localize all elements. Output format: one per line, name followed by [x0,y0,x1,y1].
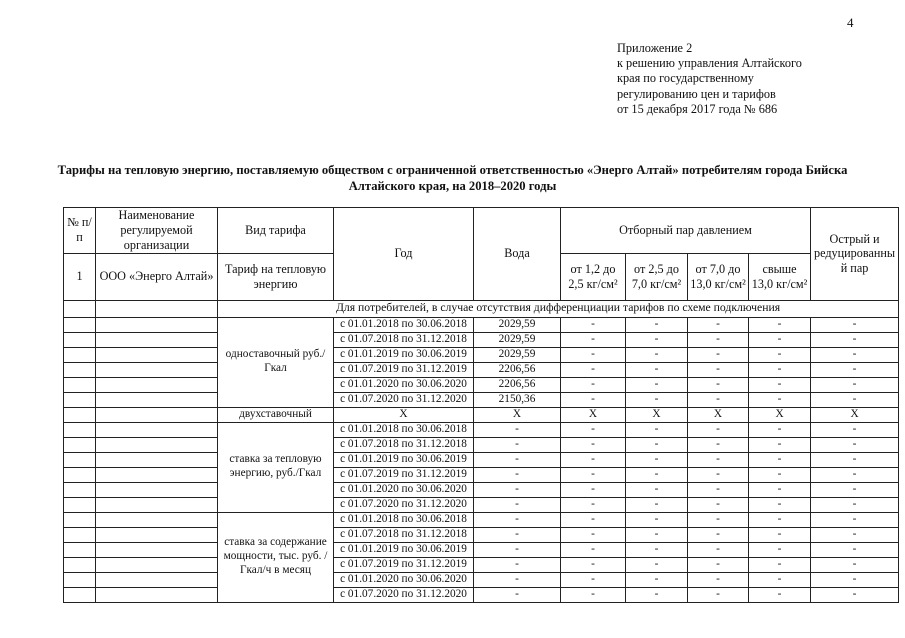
steam-cell: - [626,317,688,332]
steam-cell: - [688,347,749,362]
empty-cell [96,467,218,482]
empty-cell [64,332,96,347]
header-row-1 [64,208,899,254]
steam-cell: - [561,572,626,587]
water-cell: - [474,527,561,542]
period-cell: с 01.01.2020 по 30.06.2020 [334,377,474,392]
table-row [64,392,899,407]
steam-cell: - [688,557,749,572]
steam-cell: - [626,377,688,392]
tariff-label-cell: двухставочный [218,407,334,422]
empty-cell [96,392,218,407]
sharp-steam-cell: - [811,452,899,467]
table-row [64,512,899,527]
water-cell: 2029,59 [474,317,561,332]
steam-cell: - [561,527,626,542]
period-cell: с 01.01.2019 по 30.06.2019 [334,542,474,557]
table-row [64,572,899,587]
period-cell: с 01.07.2019 по 31.12.2019 [334,467,474,482]
steam-cell: - [561,587,626,602]
steam-cell: - [626,362,688,377]
table-row [64,557,899,572]
table-row [64,542,899,557]
sharp-steam-cell: - [811,587,899,602]
steam-cell: - [688,572,749,587]
empty-cell [96,482,218,497]
sharp-steam-cell: - [811,332,899,347]
water-cell: 2029,59 [474,332,561,347]
steam-cell: - [688,437,749,452]
empty-cell [96,362,218,377]
steam-cell: X [688,407,749,422]
steam-cell: - [749,497,811,512]
period-cell: с 01.01.2018 по 30.06.2018 [334,317,474,332]
empty-cell [96,542,218,557]
annex-line: к решению управления Алтайского [617,56,802,71]
header-year: Год [334,208,474,301]
period-cell: с 01.01.2019 по 30.06.2019 [334,347,474,362]
annex-line: края по государственному [617,71,754,86]
empty-cell [64,317,96,332]
table-row [64,377,899,392]
annex-line: Приложение 2 [617,41,693,55]
empty-cell [96,300,218,317]
water-cell: - [474,542,561,557]
water-cell: - [474,572,561,587]
steam-cell: - [749,572,811,587]
empty-cell [64,300,96,317]
empty-cell [64,542,96,557]
sharp-steam-cell: - [811,362,899,377]
steam-cell: - [626,452,688,467]
steam-cell: - [561,482,626,497]
period-cell: с 01.07.2018 по 31.12.2018 [334,527,474,542]
empty-cell [96,422,218,437]
sharp-steam-cell: - [811,527,899,542]
section-row [64,300,899,317]
steam-cell: - [626,497,688,512]
empty-cell [96,572,218,587]
empty-cell [64,347,96,362]
empty-cell [64,497,96,512]
steam-cell: - [626,542,688,557]
period-cell: с 01.07.2019 по 31.12.2019 [334,362,474,377]
empty-cell [64,527,96,542]
table-row [64,422,899,437]
steam-cell: - [688,587,749,602]
empty-cell [64,572,96,587]
empty-cell [64,452,96,467]
period-cell: с 01.07.2018 по 31.12.2018 [334,332,474,347]
steam-cell: - [749,452,811,467]
header-water: Вода [474,208,561,301]
sharp-steam-cell: - [811,557,899,572]
steam-cell: - [626,332,688,347]
empty-cell [64,407,96,422]
table-row [64,317,899,332]
sharp-steam-cell: - [811,497,899,512]
annex-reference [617,41,847,117]
water-cell: - [474,587,561,602]
steam-cell: - [561,362,626,377]
table-row [64,587,899,602]
steam-cell: - [688,362,749,377]
empty-cell [96,512,218,527]
steam-cell: - [688,482,749,497]
period-cell: X [334,407,474,422]
sharp-steam-cell: - [811,422,899,437]
steam-cell: - [626,437,688,452]
steam-cell: - [749,482,811,497]
steam-cell: - [626,527,688,542]
page-number: 4 [847,15,854,30]
steam-cell: - [749,527,811,542]
empty-cell [96,317,218,332]
water-cell: - [474,437,561,452]
water-cell: X [474,407,561,422]
steam-cell: - [626,512,688,527]
steam-cell: - [561,497,626,512]
steam-cell: X [749,407,811,422]
annex-line: от 15 декабря 2017 года № 686 [617,101,778,116]
tariff-label-cell: ставка за тепловую энергию, руб./Гкал [218,422,334,512]
period-cell: с 01.01.2018 по 30.06.2018 [334,422,474,437]
steam-cell: - [626,482,688,497]
water-cell: - [474,557,561,572]
table-row [64,347,899,362]
sharp-steam-cell: - [811,572,899,587]
steam-cell: - [749,557,811,572]
sharp-steam-cell: - [811,377,899,392]
empty-cell [64,467,96,482]
sharp-steam-cell: - [811,317,899,332]
header-num: № п/п [64,208,96,254]
steam-cell: - [749,587,811,602]
steam-cell: - [626,392,688,407]
period-cell: с 01.01.2020 по 30.06.2020 [334,572,474,587]
steam-cell: - [561,512,626,527]
steam-cell: - [561,392,626,407]
tariff-table [63,207,899,603]
steam-cell: - [561,317,626,332]
steam-cell: - [561,332,626,347]
table-row [64,332,899,347]
empty-cell [96,557,218,572]
period-cell: с 01.07.2018 по 31.12.2018 [334,437,474,452]
header-steam-col-2: от 2,5 до 7,0 кг/см² [626,253,688,300]
steam-cell: - [626,587,688,602]
empty-cell [64,377,96,392]
sharp-steam-cell: - [811,512,899,527]
sharp-steam-cell: - [811,392,899,407]
table-row [64,527,899,542]
steam-cell: - [688,377,749,392]
steam-cell: X [561,407,626,422]
steam-cell: - [688,467,749,482]
table-row [64,407,899,422]
org-row-num: 1 [64,253,96,300]
empty-cell [96,347,218,362]
water-cell: - [474,512,561,527]
steam-cell: - [749,437,811,452]
empty-cell [64,482,96,497]
steam-cell: - [688,542,749,557]
empty-cell [64,587,96,602]
empty-cell [96,497,218,512]
steam-cell: - [688,512,749,527]
steam-cell: - [688,392,749,407]
header-tariff-type: Вид тарифа [218,208,334,254]
steam-cell: - [749,362,811,377]
empty-cell [64,437,96,452]
period-cell: с 01.07.2020 по 31.12.2020 [334,587,474,602]
water-cell: - [474,482,561,497]
header-steam-col-4: свыше 13,0 кг/см² [749,253,811,300]
steam-cell: - [561,542,626,557]
empty-cell [64,512,96,527]
steam-cell: - [749,467,811,482]
steam-cell: - [561,467,626,482]
steam-cell: - [688,497,749,512]
tariff-label-cell: ставка за содержание мощности, тыс. руб. /Гкал/ч в месяц [218,512,334,602]
water-cell: - [474,422,561,437]
empty-cell [64,422,96,437]
steam-cell: - [561,452,626,467]
annex-line: регулированию цен и тарифов [617,86,776,101]
steam-cell: - [749,332,811,347]
steam-cell: - [749,422,811,437]
steam-cell: - [561,377,626,392]
steam-cell: - [688,422,749,437]
empty-cell [96,377,218,392]
steam-cell: - [688,332,749,347]
steam-cell: - [626,347,688,362]
steam-cell: - [561,557,626,572]
table-row [64,497,899,512]
steam-cell: X [626,407,688,422]
sharp-steam-cell: - [811,347,899,362]
steam-cell: - [626,467,688,482]
sharp-steam-cell: - [811,437,899,452]
steam-cell: - [688,527,749,542]
empty-cell [96,587,218,602]
header-steam-col-3: от 7,0 до 13,0 кг/см² [688,253,749,300]
header-sharp-steam: Острый и редуцированный пар [811,208,899,301]
header-steam-group: Отборный пар давлением [561,208,811,254]
steam-cell: - [749,347,811,362]
empty-cell [96,332,218,347]
sharp-steam-cell: X [811,407,899,422]
period-cell: с 01.01.2020 по 30.06.2020 [334,482,474,497]
water-cell: - [474,452,561,467]
org-row-name: ООО «Энерго Алтай» [96,253,218,300]
section-title: Для потребителей, в случае отсутствия дифференциации тарифов по схеме подключения [218,300,899,317]
sharp-steam-cell: - [811,542,899,557]
table-row [64,362,899,377]
period-cell: с 01.07.2020 по 31.12.2020 [334,497,474,512]
empty-cell [96,437,218,452]
water-cell: 2206,56 [474,362,561,377]
water-cell: - [474,497,561,512]
empty-cell [96,452,218,467]
steam-cell: - [561,347,626,362]
steam-cell: - [749,512,811,527]
water-cell: 2150,36 [474,392,561,407]
header-org: Наименование регулируемой организации [96,208,218,254]
steam-cell: - [749,377,811,392]
water-cell: 2029,59 [474,347,561,362]
tariff-label-cell: одноставочный руб./Гкал [218,317,334,407]
table-row [64,452,899,467]
header-steam-col-1: от 1,2 до 2,5 кг/см² [561,253,626,300]
table-row [64,437,899,452]
sharp-steam-cell: - [811,482,899,497]
empty-cell [64,362,96,377]
steam-cell: - [626,557,688,572]
empty-cell [96,527,218,542]
steam-cell: - [626,422,688,437]
steam-cell: - [626,572,688,587]
table-row [64,482,899,497]
steam-cell: - [561,437,626,452]
empty-cell [64,557,96,572]
empty-cell [96,407,218,422]
period-cell: с 01.07.2020 по 31.12.2020 [334,392,474,407]
steam-cell: - [688,452,749,467]
steam-cell: - [688,317,749,332]
org-row-tariff: Тариф на тепловую энергию [218,253,334,300]
water-cell: - [474,467,561,482]
sharp-steam-cell: - [811,467,899,482]
steam-cell: - [749,542,811,557]
empty-cell [64,392,96,407]
table-row [64,467,899,482]
period-cell: с 01.01.2018 по 30.06.2018 [334,512,474,527]
document-title: Тарифы на тепловую энергию, поставляемую обществом с ограниченной ответственностью «Энерго Алтай» потребителям города Бийска Алтайского края, на 2018–2020 годы [57,163,848,193]
steam-cell: - [561,422,626,437]
period-cell: с 01.07.2019 по 31.12.2019 [334,557,474,572]
period-cell: с 01.01.2019 по 30.06.2019 [334,452,474,467]
water-cell: 2206,56 [474,377,561,392]
steam-cell: - [749,317,811,332]
steam-cell: - [749,392,811,407]
